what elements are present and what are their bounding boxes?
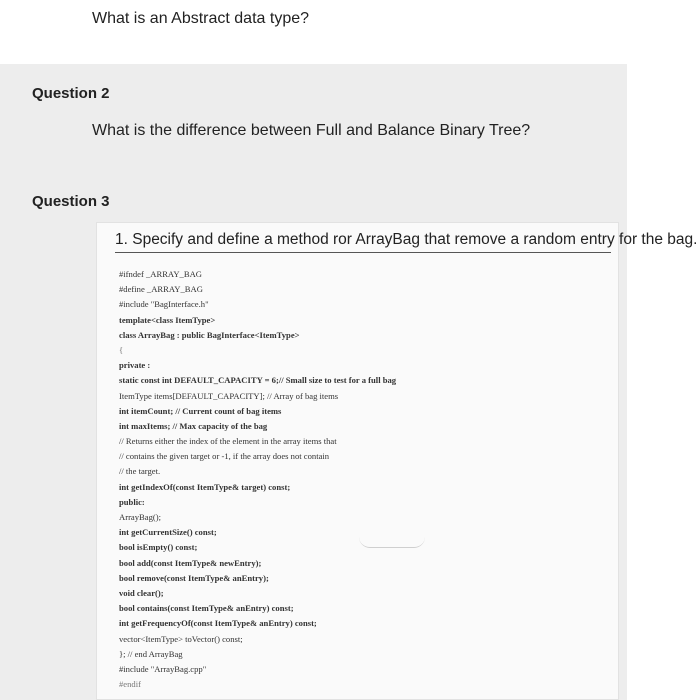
code-line: // the target. xyxy=(119,466,161,477)
question-2-heading: Question 2 xyxy=(32,85,110,102)
code-line: // Returns either the index of the element in the array items that xyxy=(119,436,337,447)
code-line: bool isEmpty() const; xyxy=(119,542,198,553)
code-line: vector<ItemType> toVector() const; xyxy=(119,633,243,644)
code-line: int getIndexOf(const ItemType& target) const; xyxy=(119,481,291,492)
code-line: { xyxy=(119,344,124,355)
code-line: int getFrequencyOf(const ItemType& anEntry) const; xyxy=(119,618,317,629)
question-2-section xyxy=(0,64,627,174)
code-line: public: xyxy=(119,496,145,507)
code-line: #endif xyxy=(119,679,141,690)
question-2-text: What is the difference between Full and Balance Binary Tree? xyxy=(92,122,531,139)
code-listing xyxy=(119,267,589,692)
question-1-section xyxy=(0,0,627,64)
code-line: #ifndef _ARRAY_BAG xyxy=(119,269,202,279)
prompt-underline xyxy=(115,252,611,253)
code-line: bool add(const ItemType& newEntry); xyxy=(119,557,262,568)
code-line: void clear(); xyxy=(119,587,164,598)
code-line: bool remove(const ItemType& anEntry); xyxy=(119,572,269,583)
code-line: #include "BagInterface.h" xyxy=(119,299,209,310)
code-line: int maxItems; // Max capacity of the bag xyxy=(119,420,268,431)
code-line: ArrayBag(); xyxy=(119,512,161,522)
code-line: class ArrayBag : public BagInterface<ItemType> xyxy=(119,329,300,340)
question-3-prompt: 1. Specify and define a method ror ArrayBag that remove a random entry for the bag. xyxy=(115,231,697,248)
code-line: #include "ArrayBag.cpp" xyxy=(119,663,207,674)
code-line: bool contains(const ItemType& anEntry) const; xyxy=(119,603,294,614)
code-line: int itemCount; // Current count of bag items xyxy=(119,405,282,416)
question-1-text: What is an Abstract data type? xyxy=(92,10,310,27)
code-line: }; // end ArrayBag xyxy=(119,648,183,659)
code-line: #define _ARRAY_BAG xyxy=(119,284,203,295)
code-line: int getCurrentSize() const; xyxy=(119,527,217,538)
code-line: ItemType items[DEFAULT_CAPACITY]; // Array of bag items xyxy=(119,390,339,401)
question-3-heading: Question 3 xyxy=(32,193,110,210)
code-line: static const int DEFAULT_CAPACITY = 6;// Small size to test for a full bag xyxy=(119,375,397,386)
question-3-image xyxy=(96,222,697,700)
code-line: private : xyxy=(119,360,151,371)
code-line: // contains the given target or -1, if the array does not contain xyxy=(119,451,330,462)
code-line: template<class ItemType> xyxy=(119,314,216,325)
